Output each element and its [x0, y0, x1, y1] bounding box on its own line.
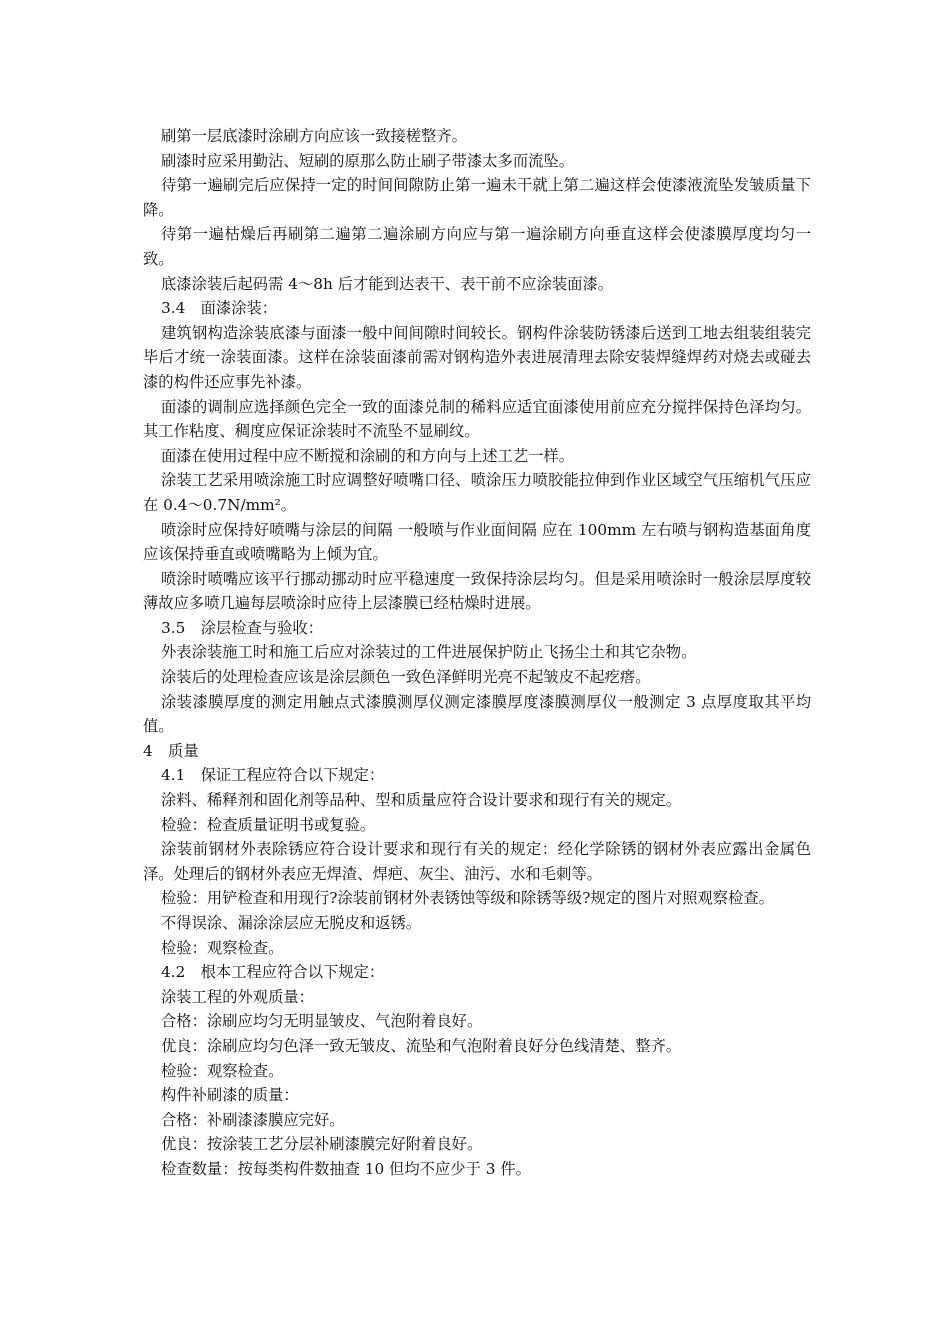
paragraph: 检验：检查质量证明书或复验。	[161, 815, 376, 834]
paragraph: 喷涂时喷嘴应该平行挪动挪动时应平稳速度一致保持涂层均匀。但是采用喷涂时一般涂层厚度较薄故应多喷几遍每层喷涂时应待上层漆膜已经枯燥时进展。	[143, 569, 811, 613]
paragraph: 面漆的调制应选择颜色完全一致的面漆兑制的稀料应适宜面漆使用前应充分搅拌保持色泽均匀。其工作粘度、稠度应保证涂装时不流坠不显刷纹。	[143, 397, 811, 441]
section-heading-4: 4 质量	[143, 741, 199, 760]
paragraph: 涂装工程的外观质量：	[161, 987, 314, 1006]
paragraph: 喷涂时应保持好喷嘴与涂层的间隔 一般喷与作业面间隔 应在 100mm 左右喷与钢构造基面角度应该保持垂直或喷嘴略为上倾为宜。	[143, 520, 811, 564]
paragraph: 检验：观察检查。	[161, 1061, 284, 1080]
paragraph: 检验：用铲检查和用现行?涂装前钢材外表锈蚀等级和除锈等级?规定的图片对照观察检查。	[161, 889, 774, 908]
section-heading-3-5: 3.5 涂层检查与验收：	[161, 618, 323, 637]
paragraph: 刷漆时应采用勤沾、短刷的原那么防止刷子带漆太多而流坠。	[161, 151, 575, 170]
paragraph: 优良：按涂装工艺分层补刷漆膜完好附着良好。	[161, 1135, 483, 1154]
document-body	[143, 124, 811, 1182]
paragraph: 涂料、稀释剂和固化剂等品种、型和质量应符合设计要求和现行有关的规定。	[161, 791, 682, 810]
paragraph: 涂装工艺采用喷涂施工时应调整好喷嘴口径、喷涂压力喷胶能拉伸到作业区域空气压缩机气压应在 0.4～0.7N/mm²。	[143, 471, 811, 514]
paragraph: 涂装后的处理检查应该是涂层颜色一致色泽鲜明光亮不起皱皮不起疙瘩。	[161, 668, 651, 687]
section-heading-3-4: 3.4 面漆涂装：	[161, 299, 278, 318]
paragraph: 检验：观察检查。	[161, 938, 284, 957]
paragraph: 优良：涂刷应均匀色泽一致无皱皮、流坠和气泡附着良好分色线清楚、整齐。	[161, 1036, 682, 1055]
paragraph: 建筑钢构造涂装底漆与面漆一般中间间隙时间较长。钢构件涂装防锈漆后送到工地去组装组装完毕后才统一涂装面漆。这样在涂装面漆前需对钢构造外表进展清理去除安装焊缝焊药对烧去或碰去漆的构件还应事先补漆。	[143, 323, 811, 391]
paragraph: 面漆在使用过程中应不断搅和涂刷的和方向与上述工艺一样。	[161, 446, 575, 465]
section-heading-4-2: 4.2 根本工程应符合以下规定：	[161, 963, 385, 982]
paragraph: 涂装前钢材外表除锈应符合设计要求和现行有关的规定：经化学除锈的钢材外表应露出金属色泽。处理后的钢材外表应无焊渣、焊疤、灰尘、油污、水和毛刺等。	[143, 840, 811, 883]
paragraph: 待第一遍刷完后应保持一定的时间间隙防止第一遍未干就上第二遍这样会使漆液流坠发皱质量下降。	[143, 176, 811, 219]
paragraph: 合格：涂刷应均匀无明显皱皮、气泡附着良好。	[161, 1012, 483, 1031]
paragraph: 涂装漆膜厚度的测定用触点式漆膜测厚仪测定漆膜厚度漆膜测厚仪一般测定 3 点厚度取其平均值。	[143, 692, 811, 736]
paragraph: 检查数量：按每类构件数抽查 10 但均不应少于 3 件。	[161, 1159, 531, 1178]
paragraph: 不得误涂、漏涂涂层应无脱皮和返锈。	[161, 914, 422, 932]
paragraph: 合格：补刷漆漆膜应完好。	[161, 1110, 345, 1129]
paragraph: 底漆涂装后起码需 4～8h 后才能到达表干、表干前不应涂装面漆。	[161, 274, 614, 293]
section-heading-4-1: 4.1 保证工程应符合以下规定：	[161, 766, 385, 785]
paragraph: 外表涂装施工时和施工后应对涂装过的工件进展保护防止飞扬尘土和其它杂物。	[161, 643, 697, 662]
paragraph: 构件补刷漆的质量：	[161, 1086, 299, 1105]
paragraph: 待第一遍枯燥后再刷第二遍第二遍涂刷方向应与第一遍涂刷方向垂直这样会使漆膜厚度均匀一致。	[143, 225, 811, 268]
paragraph: 刷第一层底漆时涂刷方向应该一致接槎整齐。	[161, 127, 467, 145]
